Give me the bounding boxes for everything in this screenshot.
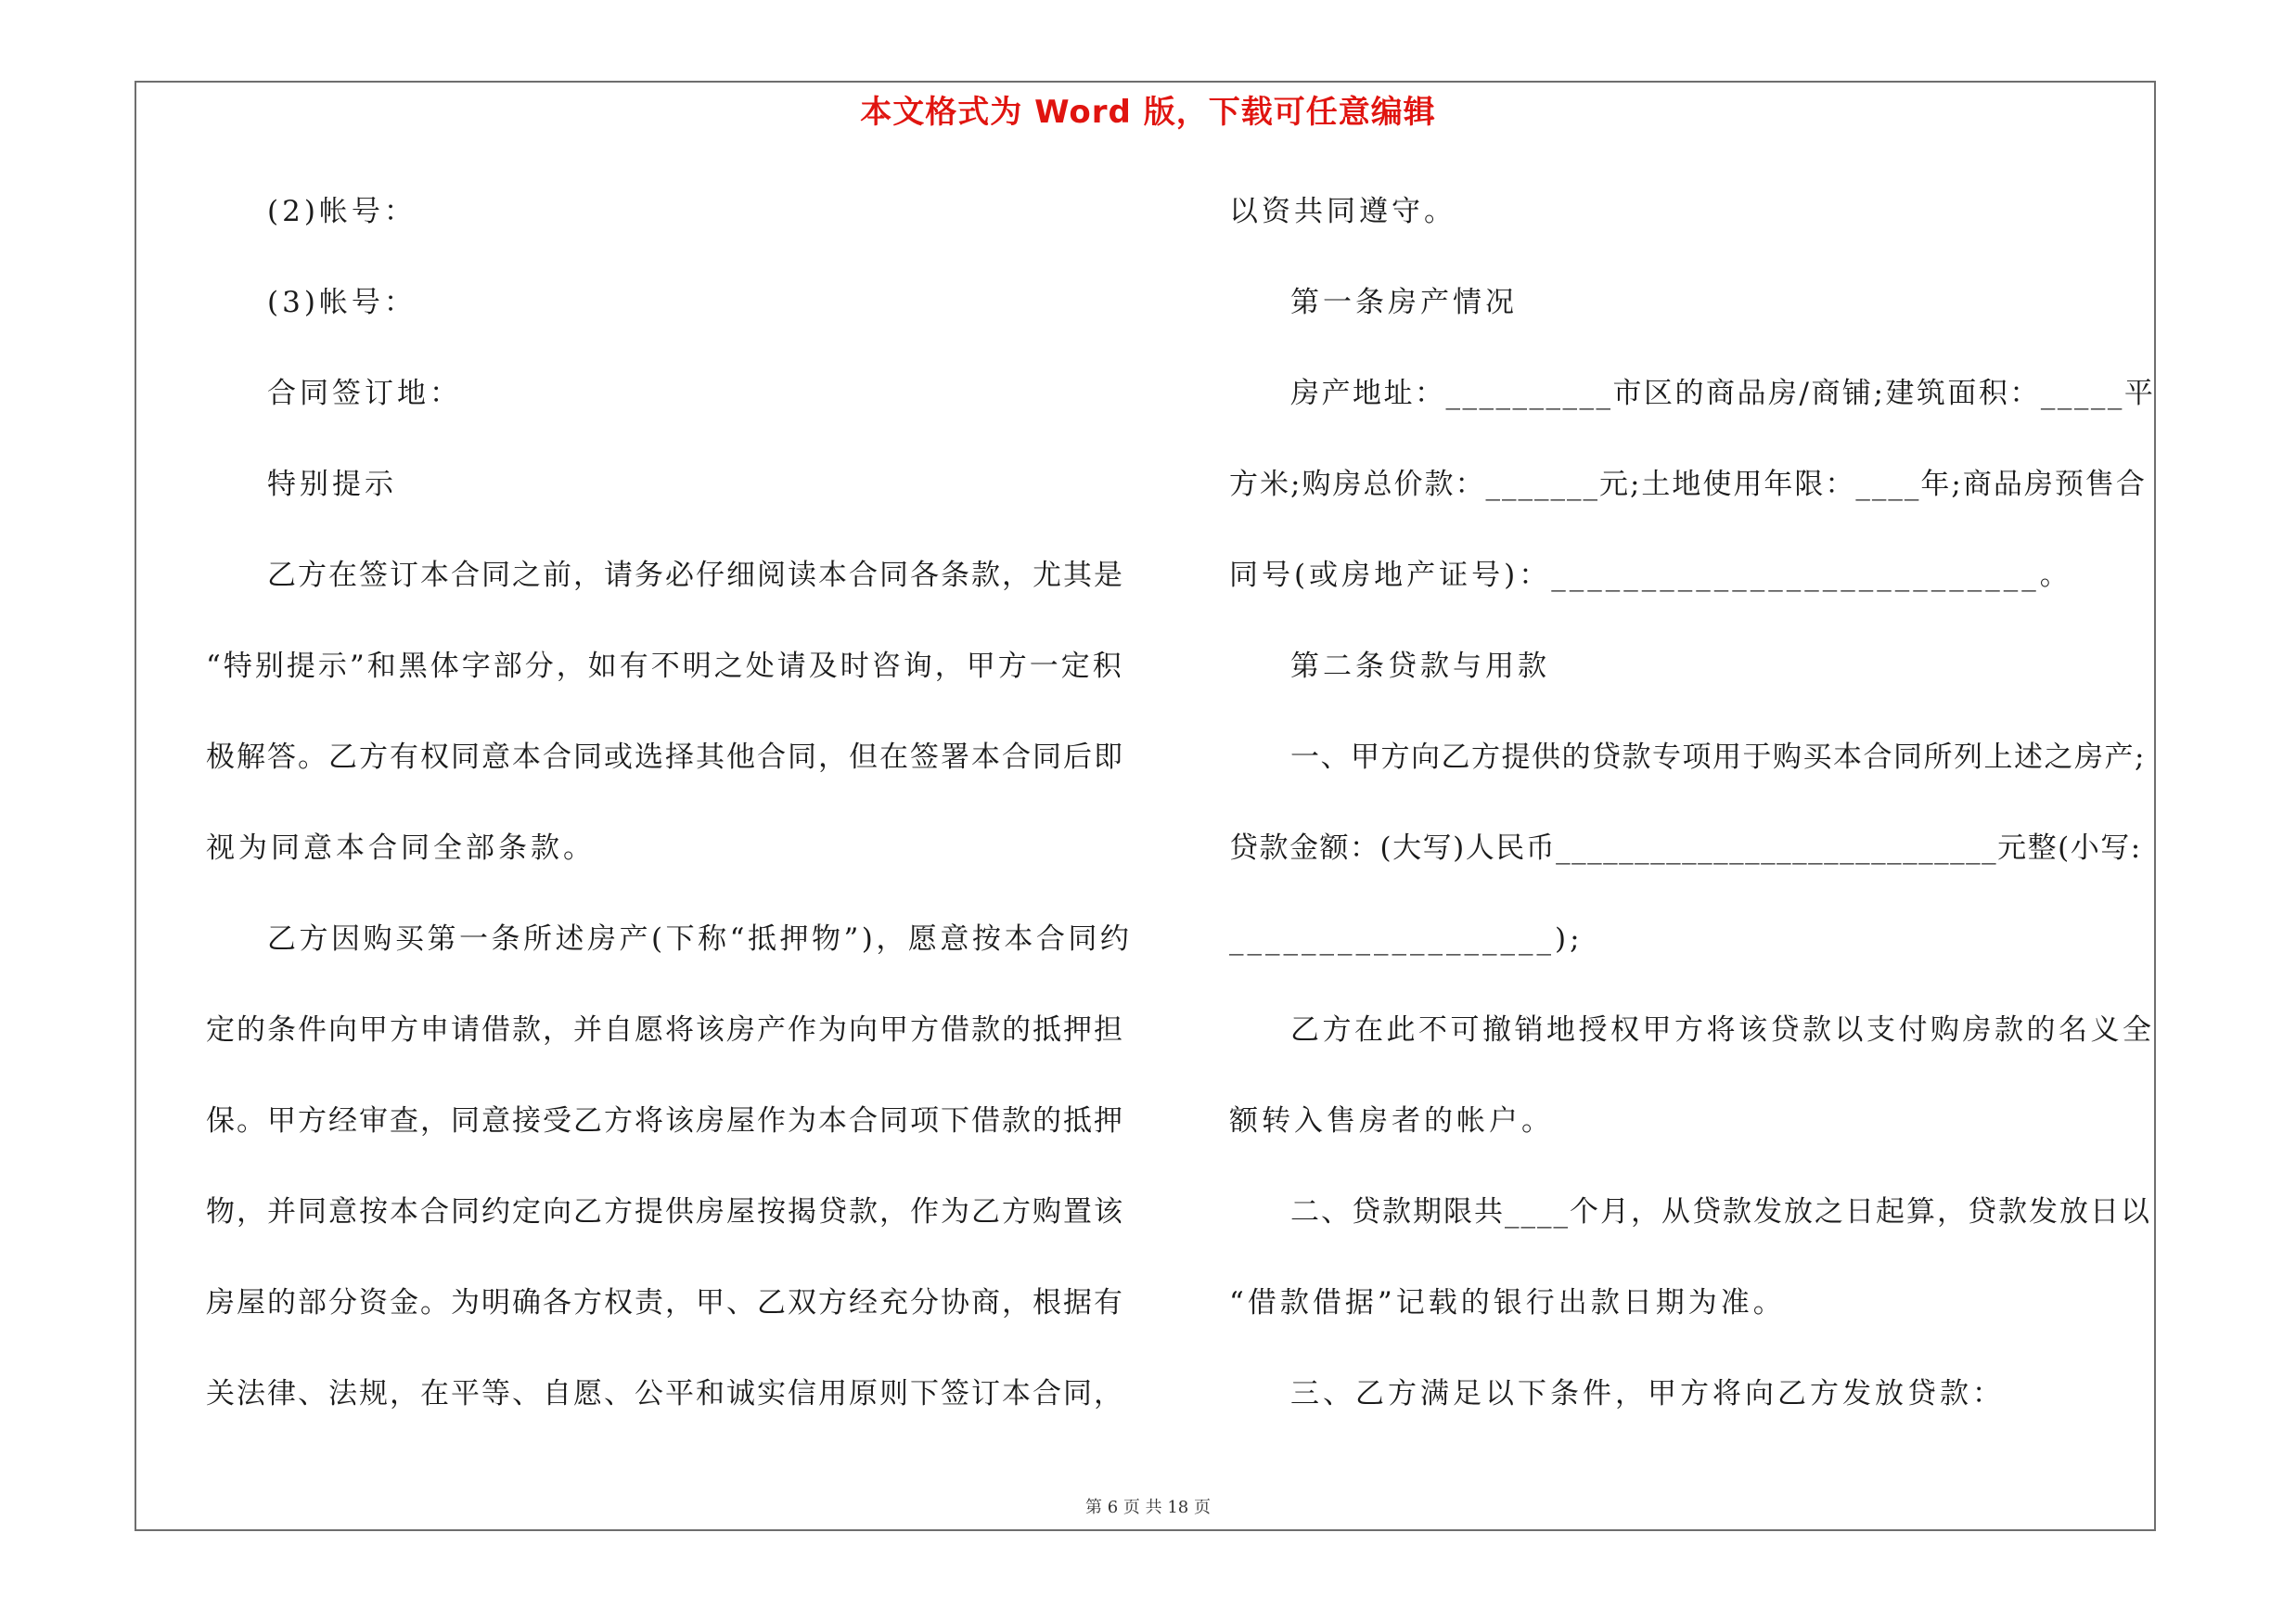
text-line: “特别提示”和黑体字部分，如有不明之处请及时咨询，甲方一定积 [206, 650, 1124, 683]
text-line: 关法律、法规，在平等、自愿、公平和诚实信用原则下签订本合同， [206, 1377, 1124, 1410]
text-line: 视为同意本合同全部条款。 [206, 831, 596, 865]
text-line: “借款借据”记载的银行出款日期为准。 [1229, 1286, 1786, 1320]
text-line: __________________); [1229, 922, 1584, 956]
text-line: 房屋的部分资金。为明确各方权责，甲、乙双方经充分协商，根据有 [206, 1286, 1124, 1320]
text-line: 以资共同遵守。 [1229, 195, 1456, 228]
text-line: 特别提示 [267, 468, 397, 501]
text-line: 定的条件向甲方申请借款，并自愿将该房产作为向甲方借款的抵押担 [206, 1013, 1124, 1047]
text-line: 三、乙方满足以下条件，甲方将向乙方发放贷款： [1290, 1377, 2005, 1410]
text-line: 极解答。乙方有权同意本合同或选择其他合同，但在签署本合同后即 [206, 741, 1124, 774]
text-line: 贷款金额：(大写)人民币____________________________元整(小写: [1229, 831, 2142, 865]
text-line: 方米;购房总价款：_______元;土地使用年限：____年;商品房预售合 [1229, 468, 2147, 501]
word-format-banner: 本文格式为 Word 版，下载可任意编辑 [860, 94, 1436, 131]
text-line: 二、贷款期限共____个月，从贷款发放之日起算，贷款发放日以 [1290, 1195, 2151, 1229]
text-line: 保。甲方经审查，同意接受乙方将该房屋作为本合同项下借款的抵押 [206, 1104, 1124, 1138]
text-line: 物，并同意按本合同约定向乙方提供房屋按揭贷款，作为乙方购置该 [206, 1195, 1124, 1229]
text-line: 房产地址：__________市区的商品房/商铺;建筑面积：_____平 [1290, 377, 2156, 410]
text-line: 第一条房产情况 [1290, 286, 1518, 319]
text-line: (3)帐号： [267, 286, 417, 319]
text-line: 一、甲方向乙方提供的贷款专项用于购买本合同所列上述之房产; [1290, 741, 2146, 774]
text-line: 乙方在此不可撤销地授权甲方将该贷款以支付购房款的名义全 [1290, 1013, 2155, 1047]
text-line: 同号(或房地产证号)：___________________________。 [1229, 559, 2072, 592]
text-line: (2)帐号： [267, 195, 417, 228]
text-line: 乙方因购买第一条所述房产(下称“抵押物”)，愿意按本合同约 [267, 922, 1133, 956]
text-line: 乙方在签订本合同之前，请务必仔细阅读本合同各条款，尤其是 [267, 559, 1124, 592]
text-line: 合同签订地： [267, 377, 462, 410]
text-line: 第二条贷款与用款 [1290, 650, 1550, 683]
text-line: 额转入售房者的帐户。 [1229, 1104, 1554, 1138]
page-number-footer: 第 6 页 共 18 页 [1085, 1498, 1211, 1517]
